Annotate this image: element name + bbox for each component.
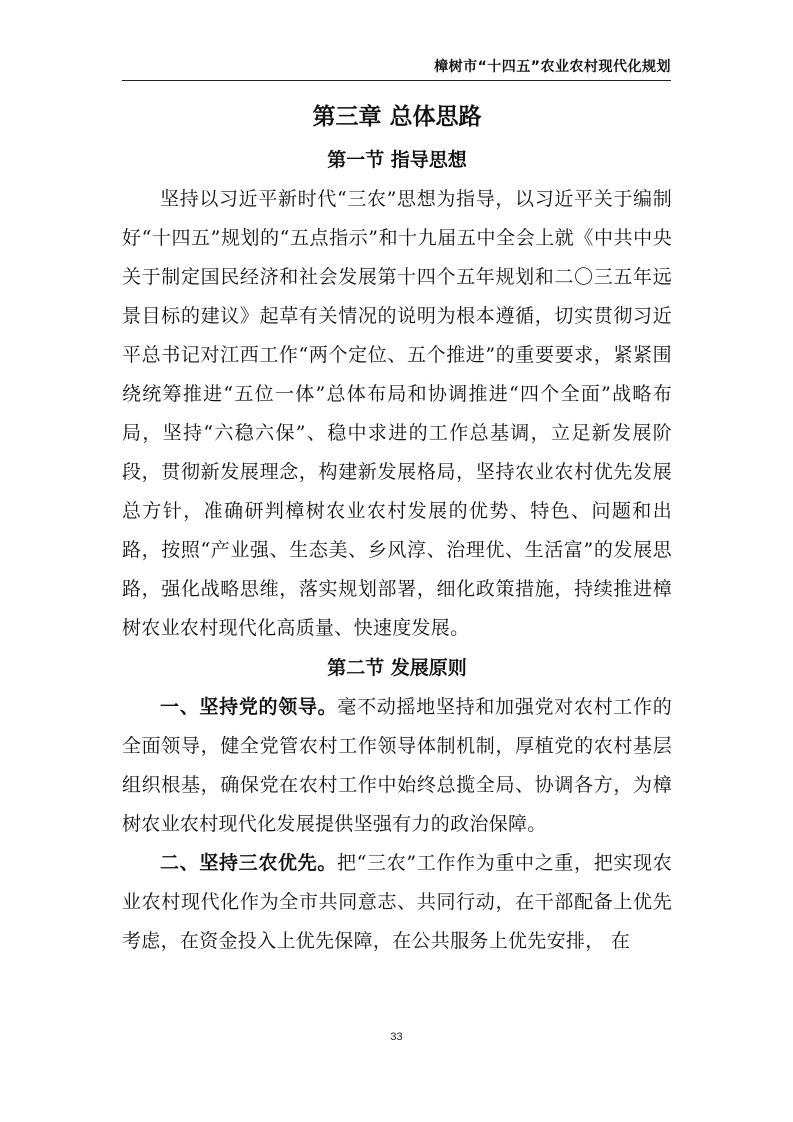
page-number: 33 xyxy=(390,1031,403,1043)
paragraph-text: 毫不动摇地坚持和加强党对农村工作的全面领导，健全党管农村工作领导体制机制，厚植党的农村基层组织根基，确保党在农村工作中始终总揽全局、协调各方，为樟树农业农村现代化发展提供坚强有力的政治保障。 xyxy=(122,696,672,835)
chapter-title: 第三章 总体思路 xyxy=(312,104,482,130)
principle-lead: 二、坚持三农优先。 xyxy=(160,852,337,874)
principle-lead: 一、坚持党的领导。 xyxy=(160,696,338,718)
section-title-guiding-ideology: 第一节 指导思想 xyxy=(327,149,467,171)
paragraph-principle-agriculture-priority xyxy=(122,844,672,961)
paragraph-guiding-ideology xyxy=(122,180,672,648)
page-content xyxy=(122,94,672,961)
paragraph-principle-party-leadership xyxy=(122,688,672,844)
running-header: 樟树市“十四五”农业农村现代化规划 xyxy=(434,59,671,75)
paragraph-text: 坚持以习近平新时代“三农”思想为指导，以习近平关于编制好“十四五”规划的“五点指示”和十九届五中全会上就《中共中央关于制定国民经济和社会发展第十四个五年规划和二〇三五年远景目标的建议》起草有关情况的说明为根本遵循，切实贯彻习近平总书记对江西工作“两个定位、五个推进”的重要要求，紧紧围绕统筹推进“五位一体”总体布局和协调推进“四个全面”战略布局，坚持“六稳六保”、稳中求进的工作总基调，立足新发展阶段，贯彻新发展理念，构建新发展格局，坚持农业农村优先发展总方针，准确研判樟树农业农村发展的优势、特色、问题和出路，按照“产业强、生态美、乡风淳、治理优、生活富”的发展思路，强化战略思维，落实规划部署，细化政策措施，持续推进樟树农业农村现代化高质量、快速度发展。 xyxy=(122,188,672,639)
header-rule xyxy=(122,80,671,81)
paragraph-text: 把“三农”工作作为重中之重，把实现农业农村现代化作为全市共同意志、共同行动，在干部配备上优先考虑，在资金投入上优先保障，在公共服务上优先安排， 在 xyxy=(122,852,673,952)
section-title-principles: 第二节 发展原则 xyxy=(327,657,467,679)
